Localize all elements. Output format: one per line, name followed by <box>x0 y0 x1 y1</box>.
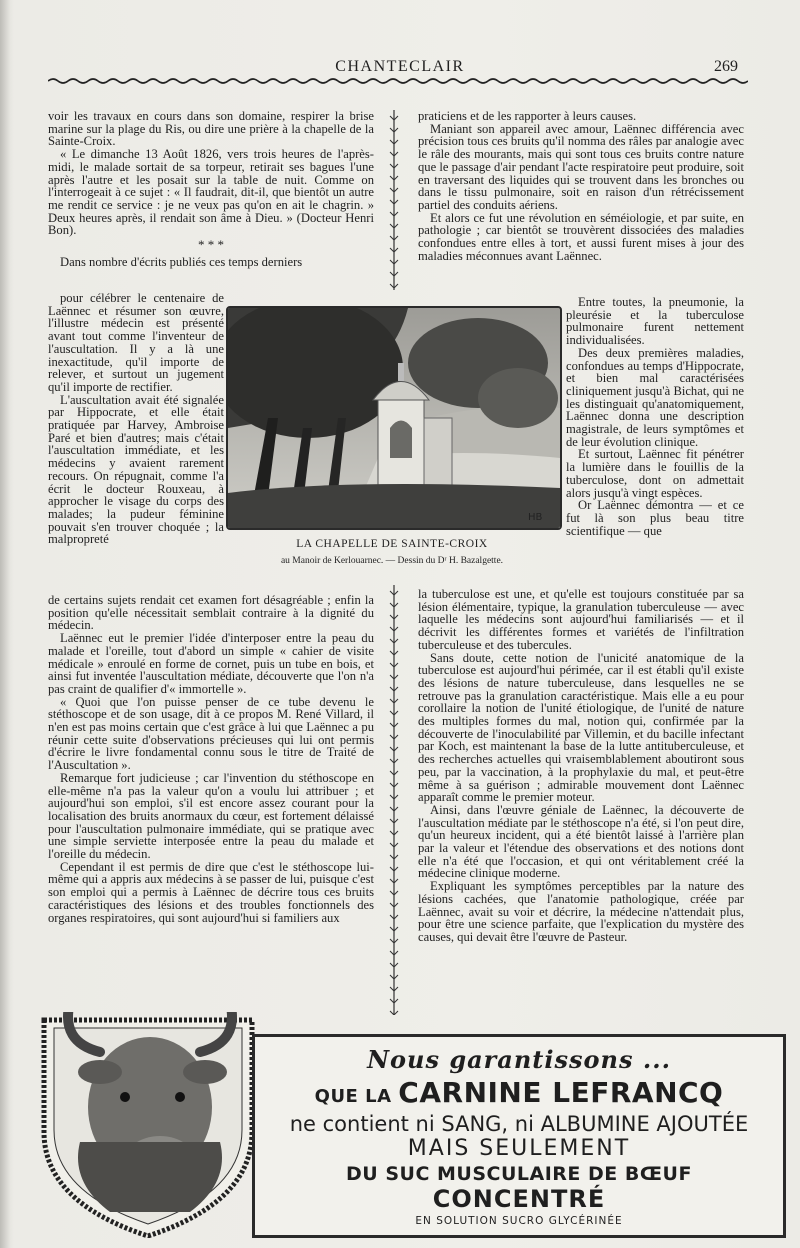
chapel-drawing <box>228 308 560 528</box>
ad-brand-prefix: QUE LA <box>314 1086 399 1107</box>
section-stars: * * * <box>198 237 224 253</box>
left-column-lower <box>48 594 374 924</box>
left-wrap-paragraph-2: L'auscultation avait été signalée par Hippocrate, et elle était pratiquée par Harvey, Ambroise Paré et bien d'autres; mais c'était l'auscultation immédiate, et les médecins y avaient rarement recours. On répugnait, comme l'a écrit le docteur Rouxeau, à approcher le visage du corps des malades; la pudeur féminine pouvait s'en trouver choquée ; la malpropreté <box>48 392 224 547</box>
left-lower-paragraph-2: Laënnec eut le premier l'idée d'interposer entre la peau du malade et l'oreille, tout d'abord un simple « cahier de visite médicale » enroulé en forme de cornet, puis un tube en bois, et ainsi fut inventée l'auscultation médiate, découverte que l'on n'a pas craint de qualifier d'« immortelle ». <box>48 631 374 696</box>
page-gutter-shadow <box>0 0 10 1248</box>
right-wrap-paragraph-3: Et surtout, Laënnec fit pénétrer la lumière dans le fouillis de la tuberculose, dont on admettait alors jusqu'à vingt espèces. <box>566 447 744 500</box>
right-wrap-paragraph-2: Des deux premières maladies, confondues au temps d'Hippocrate, et bien mal caractérisées cliniquement jusqu'à Bichat, qui ne les distinguait qu'anatomiquement, Laënnec donna une description magistrale, de leurs symptômes et de leur évolution clinique. <box>566 345 744 449</box>
caption-subtitle: au Manoir de Kerlouarnec. — Dessin du Dʳ H. Bazalgette. <box>280 556 504 566</box>
left-lower-paragraph-1: de certains sujets rendait cet examen fort désagréable ; enfin la position qu'elle nécessitait semblait contraire à la dignité du médecin. <box>48 593 374 633</box>
right-wrap-text <box>566 296 744 537</box>
ad-line-composition: ne contient ni SANG, ni ALBUMINE AJOUTÉE <box>289 1112 749 1136</box>
ad-line-juice: DU SUC MUSCULAIRE DE BŒUF <box>346 1163 692 1185</box>
carnine-advertisement <box>40 1012 752 1238</box>
illustration-signature: HB <box>528 512 543 523</box>
left-paragraph-intro: Dans nombre d'écrits publiés ces temps derniers <box>60 254 303 269</box>
ad-line-but-only: MAIS SEULEMENT <box>407 1136 631 1161</box>
header-wavy-rule <box>48 76 748 86</box>
left-column-top <box>48 110 374 268</box>
right-column-lower <box>418 588 744 944</box>
left-wrap-paragraph-1: pour célébrer le centenaire de Laënnec et résumer son œuvre, l'illustre médecin est présenté avant tout comme l'inventeur de l'auscultation. Il y a là une inexactitude, qu'il importe de relever, et surtout un jugement qu'il importe de rectifier. <box>48 291 224 394</box>
right-paragraph-1: praticiens et de les rapporter à leurs causes. <box>418 109 637 123</box>
left-lower-paragraph-4: Remarque fort judicieuse ; car l'invention du stéthoscope en elle-même n'a pas la valeur qu'on a voulu lui attribuer ; et aujourd'hui son emploi, s'il est encore assez courant pour la localisation des bruits anormaux du cœur, est fortement délaissé pour l'auscultation pulmonaire immédiate, qui se pratique avec une simple serviette interposée entre la peau du malade et l'oreille du médecin. <box>48 770 374 862</box>
page-number: 269 <box>714 58 738 75</box>
right-lower-paragraph-2: Sans doute, cette notion de l'unicité anatomique de la tuberculose est aujourd'hui périmée, car il est établi qu'il existe des lésions de nature tuberculeuse, dans lesquelles ne se retrouve pas la granulation caractéristique. Mais elle a eu pour corollaire la notion de l'unité étiologique, de l'unité de nature des multiples formes du mal, notion qui, confirmée par la découverte de l'inoculabilité par Villemin, et du bacille infectant par Koch, est maintenant la base de la lutte antituberculeuse, et des recherches actuelles qui vraisemblablement aboutiront sous peu, par la vaccination, à la prophylaxie du mal, et peut-être même à sa guérison ; admirable mouvement dont Laënnec apparaît comme le premier moteur. <box>418 650 744 805</box>
right-lower-paragraph-3: Ainsi, dans l'œuvre géniale de Laënnec, la découverte de l'auscultation médiate par le stéthoscope n'a été, si l'on peut dire, qu'un heureux incident, qui a été bientôt laissé à l'arrière plan par la valeur et l'étendue des observations et des notions dont elle n'a été que l'occasion, et qui ont véritablement créé la médecine clinique moderne. <box>418 802 744 881</box>
ad-brand-name: CARNINE LEFRANCQ <box>398 1076 724 1109</box>
column-divider-ornament-bottom <box>387 585 401 1015</box>
right-paragraph-2: Maniant son appareil avec amour, Laënnec différencia avec précision tous ces bruits qu'il nomma des râles par analogie avec le râle des mourants, mais qui sont tous ces bruits contre nature que le passage d'air pendant l'acte respiratoire peut produire, soit en traversant des liquides qui se trouvent dans les bronches ou dans le tissu pulmonaire, soit en raison d'un rétrécissement partiel des conduits aériens. <box>418 121 744 212</box>
right-lower-paragraph-4: Expliquant les symptômes perceptibles par la nature des lésions cachées, que l'anatomie pathologique, créée par Laënnec, avait su voir et décrire, la médecine n'attendait plus, pour être une science parfaite, que l'explication du mystère des causes, qui devait être l'œuvre de Pasteur. <box>418 879 744 944</box>
chapel-illustration <box>226 306 562 530</box>
ad-line-solution: EN SOLUTION SUCRO GLYCÉRINÉE <box>415 1215 623 1227</box>
ad-brand-line <box>255 1076 783 1109</box>
right-column-top <box>418 110 744 262</box>
left-paragraph-2: « Le dimanche 13 Août 1826, vers trois heures de l'après-midi, le malade sortait de sa torpeur, retirait ses bagues l'une après l'autre et les posait sur la table de nuit. Comme on l'interrogeait à ce sujet : « Il faudrait, dit-il, que bientôt un autre me rendit ce service : je ne veux pas qu'on en ait le chagrin. » Deux heures après, il rendait son âme à Dieu. » (Docteur Henri Bon). <box>48 147 374 238</box>
right-lower-paragraph-1: la tuberculose est une, et qu'elle est toujours constituée par sa lésion élémentaire, typique, la granulation tuberculeuse — avec laquelle les médecins sont aujourd'hui familiarisés — et il décrivit les différentes formes et variétés de l'infiltration tuberculeuse et des tubercules. <box>418 587 744 652</box>
left-lower-paragraph-5: Cependant il est permis de dire que c'est le stéthoscope lui-même qui a appris aux médecins à se passer de lui, puisque c'est son emploi qui a permis à Laënnec de décrire tous ces bruits caractéristiques des lésions et des troubles fonctionnels des organes respiratoires, qui sont aujourd'hui si familiers aux <box>48 859 374 925</box>
illustration-caption <box>226 538 558 566</box>
ad-line-concentrate: CONCENTRÉ <box>432 1185 606 1213</box>
bull-emblem <box>40 1012 260 1238</box>
running-title: CHANTECLAIR <box>335 58 465 75</box>
left-paragraph-1: voir les travaux en cours dans son domaine, respirer la brise marine sur la plage du Ris, ou dire une prière à la chapelle de la Sainte-Croix. <box>48 109 374 149</box>
left-wrap-text <box>48 292 224 546</box>
right-wrap-paragraph-1: Entre toutes, la pneumonie, la pleurésie et la tuberculose pulmonaire furent nettement individualisées. <box>566 295 744 348</box>
ad-headline: Nous garantissons ... <box>367 1045 671 1074</box>
left-lower-paragraph-3: « Quoi que l'on puisse penser de ce tube devenu le stéthoscope et de son usage, dit à ce propos M. René Villard, il n'en est pas moins certain que c'est grâce à lui que Laënnec a pu réunir cette suite d'observations précieuses qui lui ont permis d'écrire le livre fondamental connu sous le titre de Traité de l'Auscultation ». <box>48 694 374 773</box>
right-wrap-paragraph-4: Or Laënnec démontra — et ce fut là son plus beau titre scientifique — que <box>566 498 744 538</box>
right-paragraph-3: Et alors ce fut une révolution en séméiologie, et par suite, en pathologie ; car bientôt se trouvèrent dissociées des maladies confondues entre elles à tort, et aussi furent mises à jour des maladies méconnues avant Laënnec. <box>418 210 744 263</box>
column-divider-ornament-top <box>387 110 401 290</box>
caption-title: LA CHAPELLE DE SAINTE-CROIX <box>296 538 488 550</box>
advertisement-text-box <box>252 1034 786 1238</box>
